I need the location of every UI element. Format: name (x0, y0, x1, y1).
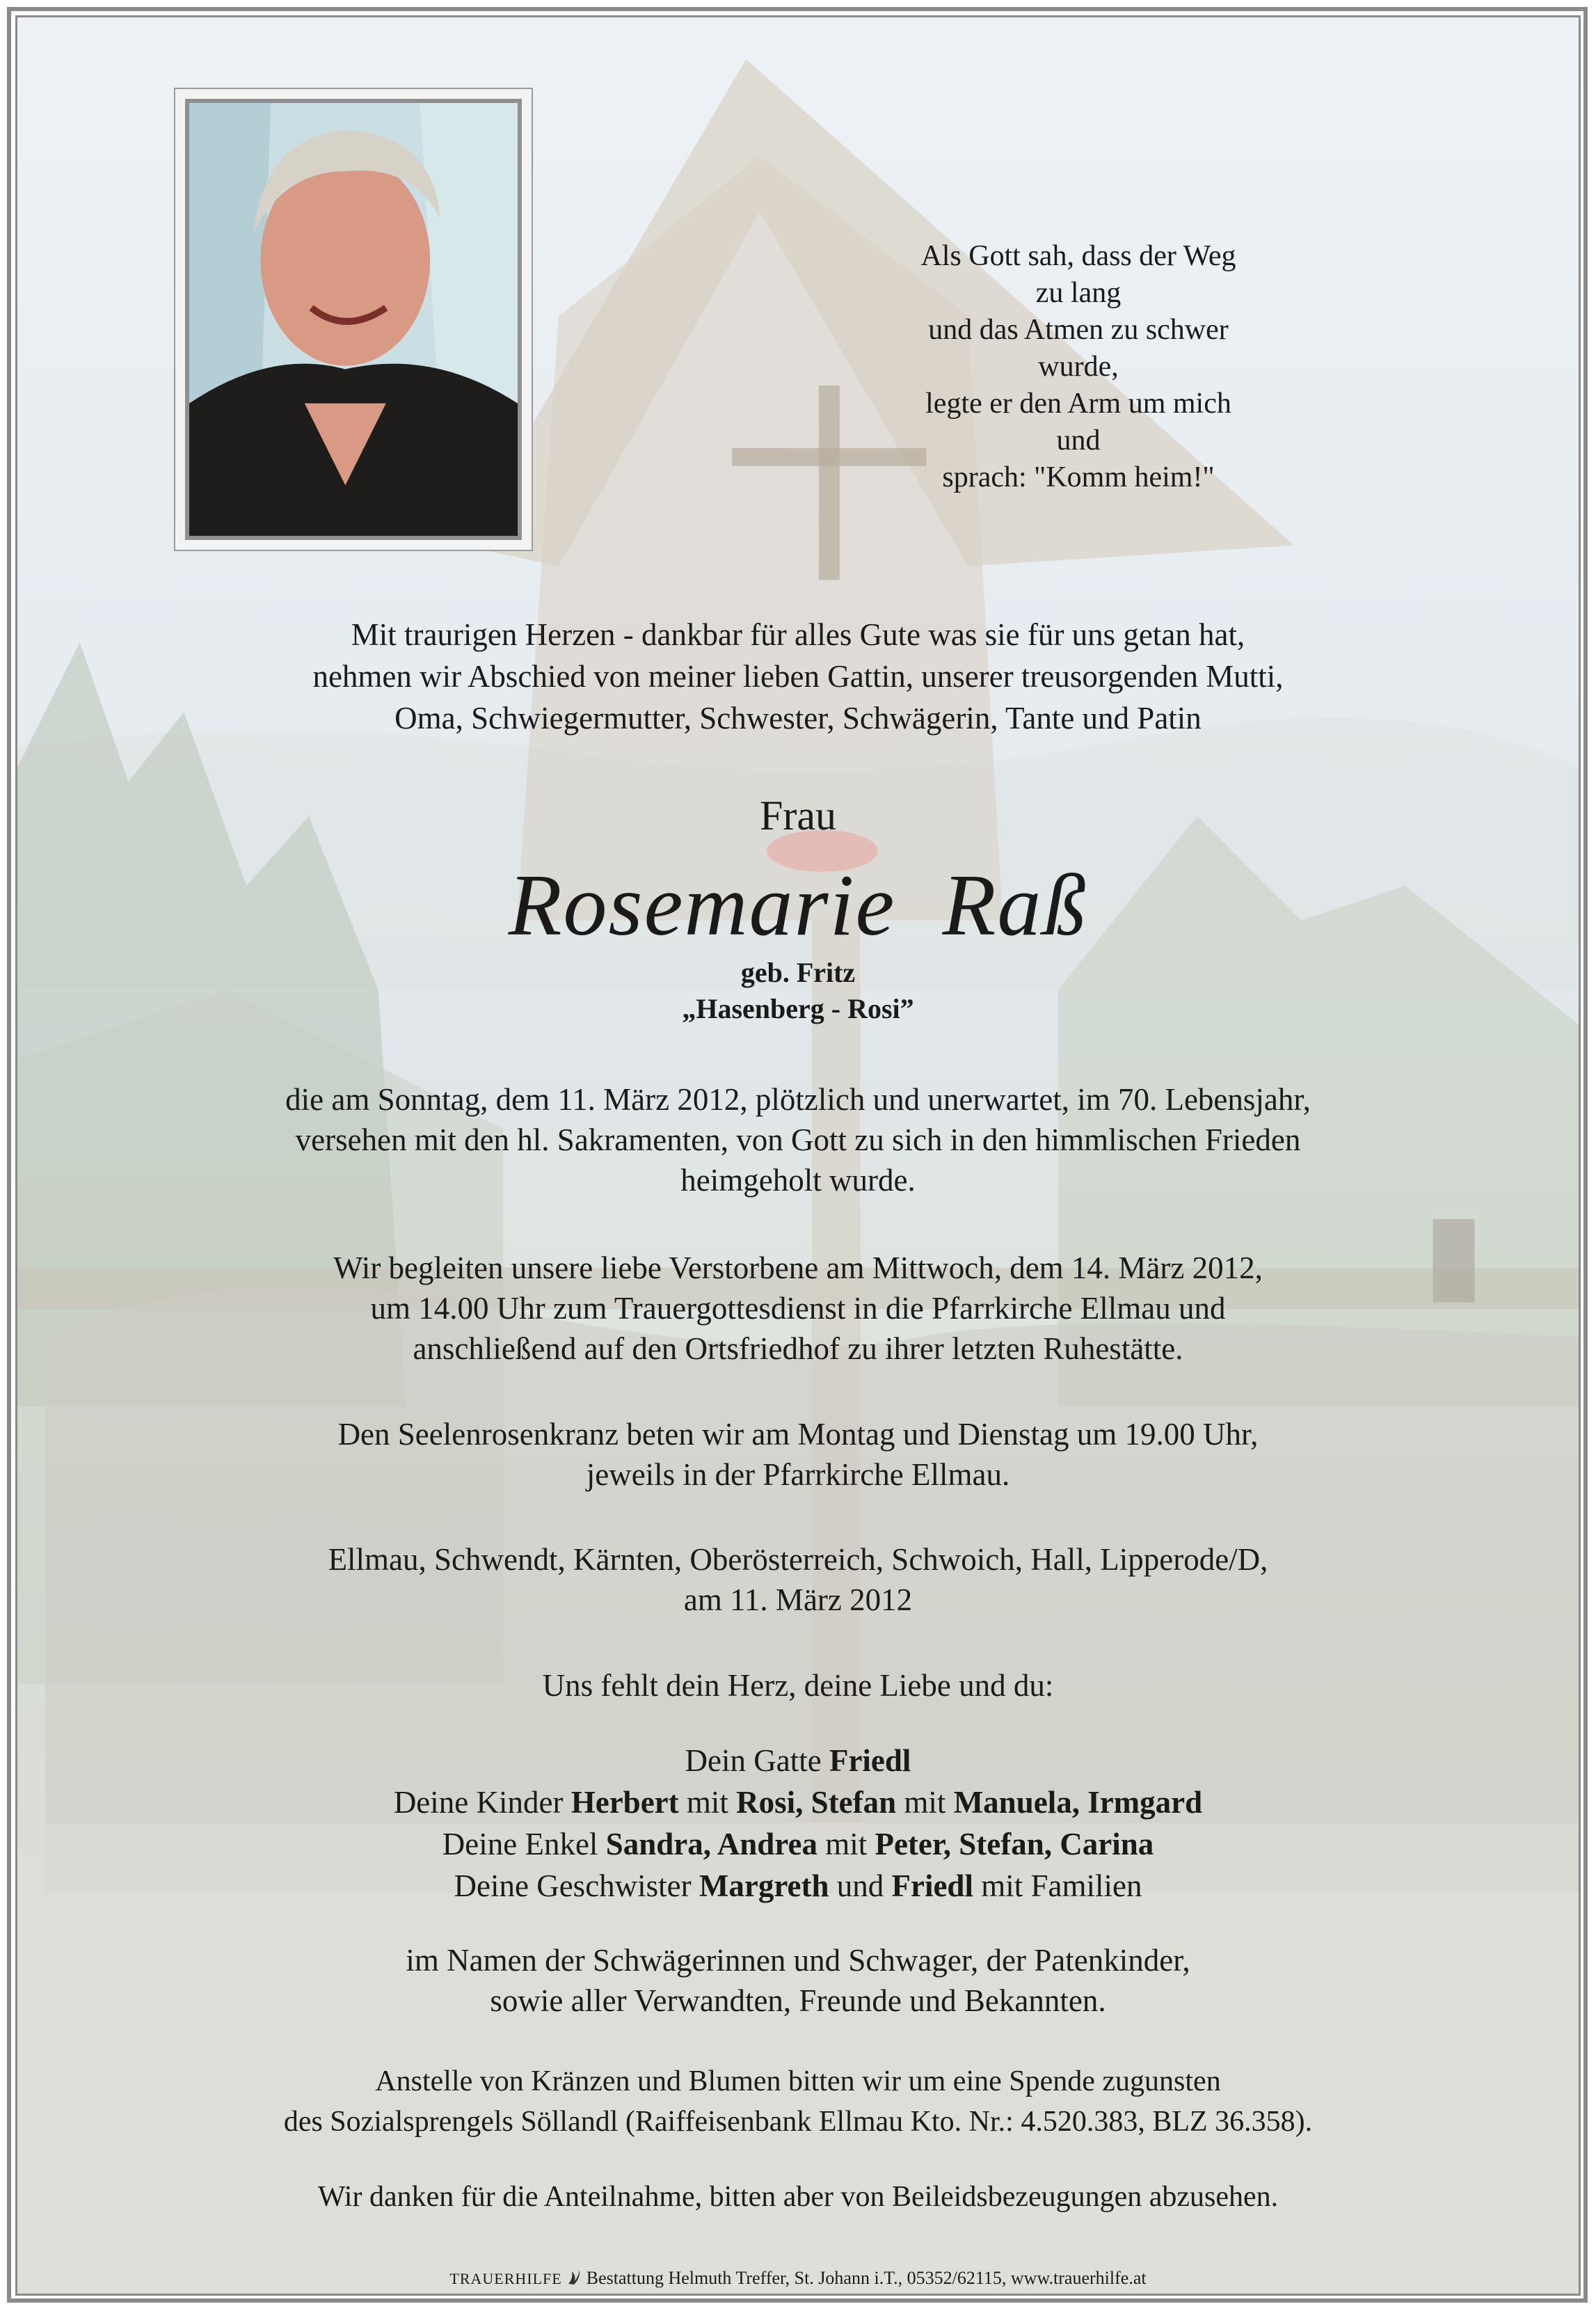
deceased-name: Rosemarie Raß (508, 857, 1088, 954)
family-connector: mit (817, 1827, 875, 1861)
family-label: Deine Geschwister (454, 1868, 699, 1903)
portrait-frame (174, 88, 533, 551)
dove-icon (566, 2266, 582, 2287)
relatives-block (0, 1940, 1596, 2021)
salutation: Frau (760, 793, 836, 839)
death-notice-line: die am Sonntag, dem 11. März 2012, plötzlich und unerwartet, im 70. Lebensjahr, (285, 1082, 1311, 1117)
death-notice (0, 1079, 1596, 1200)
place-line: Ellmau, Schwendt, Kärnten, Oberösterreich, Schwoich, Hall, Lipperode/D, (328, 1542, 1268, 1577)
intro-text (0, 614, 1596, 739)
family-list (0, 1740, 1596, 1907)
place-date (0, 1539, 1596, 1620)
quote-line: sprach: "Komm heim!" (942, 461, 1215, 493)
funeral-line: Wir begleiten unsere liebe Verstorbene am Mittwoch, dem 14. März 2012, (333, 1250, 1263, 1285)
funeral-details (0, 1248, 1596, 1369)
footer (0, 2266, 1596, 2292)
family-label: Dein Gatte (685, 1743, 829, 1778)
family-member-name: Herbert (570, 1785, 679, 1820)
birth-name-block (0, 955, 1596, 1027)
family-member-name: Friedl (829, 1743, 911, 1778)
portrait-photo (185, 99, 522, 540)
nickname: „Hasenberg - Rosi” (682, 993, 914, 1024)
death-notice-line: heimgeholt wurde. (680, 1163, 916, 1198)
family-connector: und (829, 1868, 892, 1903)
family-member-name: Manuela, Irmgard (953, 1785, 1203, 1820)
family-member-name: Margreth (699, 1868, 829, 1903)
rosary-line: jeweils in der Pfarrkirche Ellmau. (586, 1457, 1010, 1492)
family-spouse (0, 1740, 1596, 1781)
funeral-line: anschließend auf den Ortsfriedhof zu ihrer letzten Ruhestätte. (413, 1331, 1183, 1366)
family-grandchildren (0, 1823, 1596, 1865)
relatives-line: im Namen der Schwägerinnen und Schwager, der Patenkinder, (406, 1943, 1190, 1978)
death-notice-line: versehen mit den hl. Sakramenten, von Gott zu sich in den himmlischen Frieden (295, 1122, 1301, 1157)
family-siblings (0, 1865, 1596, 1907)
farewell-line: Uns fehlt dein Herz, deine Liebe und du: (542, 1668, 1054, 1703)
date-line: am 11. März 2012 (683, 1582, 913, 1617)
rosary-line: Den Seelenrosenkranz beten wir am Montag und Dienstag um 19.00 Uhr, (337, 1417, 1259, 1452)
donation-line: Anstelle von Kränzen und Blumen bitten wir um eine Spende zugunsten (375, 2065, 1221, 2097)
family-member-name: Sandra, Andrea (605, 1827, 817, 1861)
family-member-name: Rosi, Stefan (736, 1785, 897, 1820)
donation-request (0, 2061, 1596, 2142)
family-connector: mit (678, 1785, 737, 1820)
thanks-line: Wir danken für die Anteilnahme, bitten aber von Beileidsbezeugungen abzusehen. (317, 2181, 1279, 2213)
donation-line: des Sozialsprengels Söllandl (Raiffeisenbank Ellmau Kto. Nr.: 4.520.383, BLZ 36.358). (283, 2106, 1313, 2138)
quote-line: Als Gott sah, dass der Weg zu lang (920, 240, 1236, 309)
portrait-image (189, 103, 518, 536)
family-children (0, 1781, 1596, 1823)
intro-line: Mit traurigen Herzen - dankbar für alles Gute was sie für uns getan hat, (351, 617, 1245, 652)
rosary-details (0, 1414, 1596, 1495)
family-label: Deine Kinder (393, 1785, 571, 1820)
birth-name: geb. Fritz (740, 957, 856, 988)
family-label: Deine Enkel (442, 1827, 606, 1861)
family-suffix: mit Familien (973, 1868, 1142, 1903)
intro-line: Oma, Schwiegermutter, Schwester, Schwägerin, Tante und Patin (394, 701, 1202, 736)
family-member-name: Peter, Stefan, Carina (875, 1827, 1154, 1861)
memorial-quote (904, 238, 1252, 496)
intro-line: nehmen wir Abschied von meiner lieben Gattin, unserer treusorgenden Mutti, (312, 659, 1284, 694)
footer-text: Bestattung Helmuth Treffer, St. Johann i.T., 05352/62115, www.trauerhilfe.at (586, 2268, 1147, 2288)
footer-brand: TRAUERHILFE (449, 2270, 562, 2287)
family-connector: mit (896, 1785, 954, 1820)
funeral-line: um 14.00 Uhr zum Trauergottesdienst in die Pfarrkirche Ellmau und (370, 1291, 1226, 1326)
quote-line: legte er den Arm um mich und (925, 388, 1231, 456)
family-member-name: Friedl (891, 1868, 973, 1903)
relatives-line: sowie aller Verwandten, Freunde und Bekannten. (490, 1983, 1106, 2018)
quote-line: und das Atmen zu schwer wurde, (928, 314, 1229, 383)
